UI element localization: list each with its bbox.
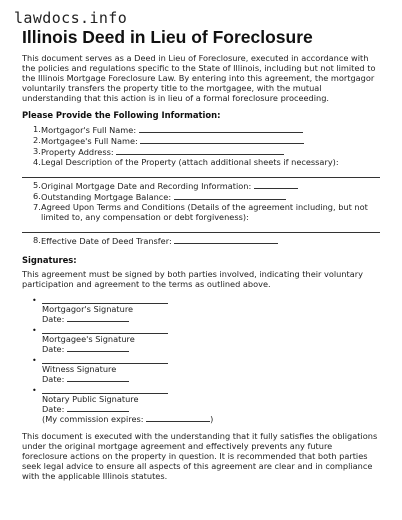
item-label: Original Mortgage Date and Recording Information: xyxy=(41,181,252,191)
signature-label: Mortgagor's Signature xyxy=(42,304,134,314)
witness-date-field[interactable] xyxy=(67,374,129,382)
item-number: 7. xyxy=(33,202,41,212)
info-item-effective-date xyxy=(22,235,380,246)
signature-date xyxy=(42,314,380,324)
mortgagor-date-field[interactable] xyxy=(67,314,129,322)
item-number: 8. xyxy=(33,235,41,245)
legal-description-line xyxy=(22,167,380,178)
signature-block-notary xyxy=(22,386,380,424)
mortgagee-date-field[interactable] xyxy=(67,344,129,352)
info-item-mortgagor-name xyxy=(22,124,380,135)
signature-date xyxy=(42,374,380,384)
commission-label: (My commission expires: xyxy=(42,414,144,424)
terms-line xyxy=(22,222,380,233)
commission-expiry-field[interactable] xyxy=(146,414,210,422)
intro-paragraph: This document serves as a Deed in Lieu of Foreclosure, executed in accordance with the policies and regulations specific to the State of Illinois, including but not limited to the Illinois Mortgage Foreclosure Law. By entering into this agreement, the mortgagor voluntarily transfers the property title to the mortgagee, with the mutual understanding that this action is in lieu of a formal foreclosure proceeding. xyxy=(22,53,376,103)
terms-field[interactable] xyxy=(22,222,380,233)
mortgage-date-field[interactable] xyxy=(254,180,298,189)
mortgagor-name-field[interactable] xyxy=(139,124,303,133)
bullet-icon: • xyxy=(32,326,37,335)
bullet-icon: • xyxy=(32,296,37,305)
signature-label: Notary Public Signature xyxy=(42,394,139,404)
item-label: Property Address: xyxy=(41,147,114,157)
closing-paragraph: This document is executed with the understanding that it fully satisfies the obligations under the original mortgage agreement and effectively prevents any future foreclosure actions on the property in question. It is recommended that both parties seek legal advice to ensure all aspects of this agreement are clear and in compliance with the applicable Illinois statutes. xyxy=(22,431,378,481)
info-item-mortgage-date xyxy=(22,180,380,191)
notary-signature-field[interactable] xyxy=(42,386,168,394)
mortgagee-signature-field[interactable] xyxy=(42,326,168,334)
property-address-field[interactable] xyxy=(116,146,284,155)
legal-description-field[interactable] xyxy=(22,167,380,178)
bullet-icon: • xyxy=(32,386,37,395)
signature-label: Witness Signature xyxy=(42,364,117,374)
info-item-property-address xyxy=(22,146,380,157)
item-number: 5. xyxy=(33,180,41,190)
item-label: Mortgagee's Full Name: xyxy=(41,136,138,146)
item-label: Legal Description of the Property (attach additional sheets if necessary): xyxy=(41,157,339,167)
mortgagee-name-field[interactable] xyxy=(140,135,304,144)
signature-block-mortgagee xyxy=(22,326,380,354)
info-item-outstanding-balance xyxy=(22,191,380,202)
signature-block-mortgagor xyxy=(22,296,380,324)
mortgagor-signature-field[interactable] xyxy=(42,296,168,304)
item-number: 1. xyxy=(33,124,41,134)
date-label: Date: xyxy=(42,404,65,414)
item-label: Mortgagor's Full Name: xyxy=(41,125,137,135)
info-list xyxy=(22,124,380,246)
item-number: 6. xyxy=(33,191,41,201)
item-number: 2. xyxy=(33,135,41,145)
signature-block-witness xyxy=(22,356,380,384)
item-label: Effective Date of Deed Transfer: xyxy=(41,236,172,246)
info-heading: Please Provide the Following Information: xyxy=(22,110,221,120)
item-label: Outstanding Mortgage Balance: xyxy=(41,192,172,202)
signature-date xyxy=(42,344,380,354)
date-label: Date: xyxy=(42,374,65,384)
document-title: Illinois Deed in Lieu of Foreclosure xyxy=(22,27,313,47)
commission-close: ) xyxy=(210,414,214,424)
witness-signature-field[interactable] xyxy=(42,356,168,364)
effective-date-field[interactable] xyxy=(174,235,278,244)
item-label: Agreed Upon Terms and Conditions (Details of the agreement including, but not limited to, any compensation or debt forgiveness): xyxy=(41,202,368,222)
signature-date xyxy=(42,404,380,414)
commission-expiry xyxy=(42,414,380,424)
signatures-intro: This agreement must be signed by both parties involved, indicating their voluntary participation and agreement to the terms as outlined above. xyxy=(22,269,363,289)
info-item-legal-description xyxy=(22,157,380,167)
outstanding-balance-field[interactable] xyxy=(174,191,286,200)
bullet-icon: • xyxy=(32,356,37,365)
signatures-heading: Signatures: xyxy=(22,255,77,265)
signature-list xyxy=(22,296,380,424)
item-number: 3. xyxy=(33,146,41,156)
info-item-terms xyxy=(22,202,380,222)
signature-label: Mortgagee's Signature xyxy=(42,334,135,344)
notary-date-field[interactable] xyxy=(67,404,129,412)
info-item-mortgagee-name xyxy=(22,135,380,146)
date-label: Date: xyxy=(42,314,65,324)
item-number: 4. xyxy=(33,157,41,167)
date-label: Date: xyxy=(42,344,65,354)
site-brand: lawdocs.info xyxy=(14,9,128,27)
